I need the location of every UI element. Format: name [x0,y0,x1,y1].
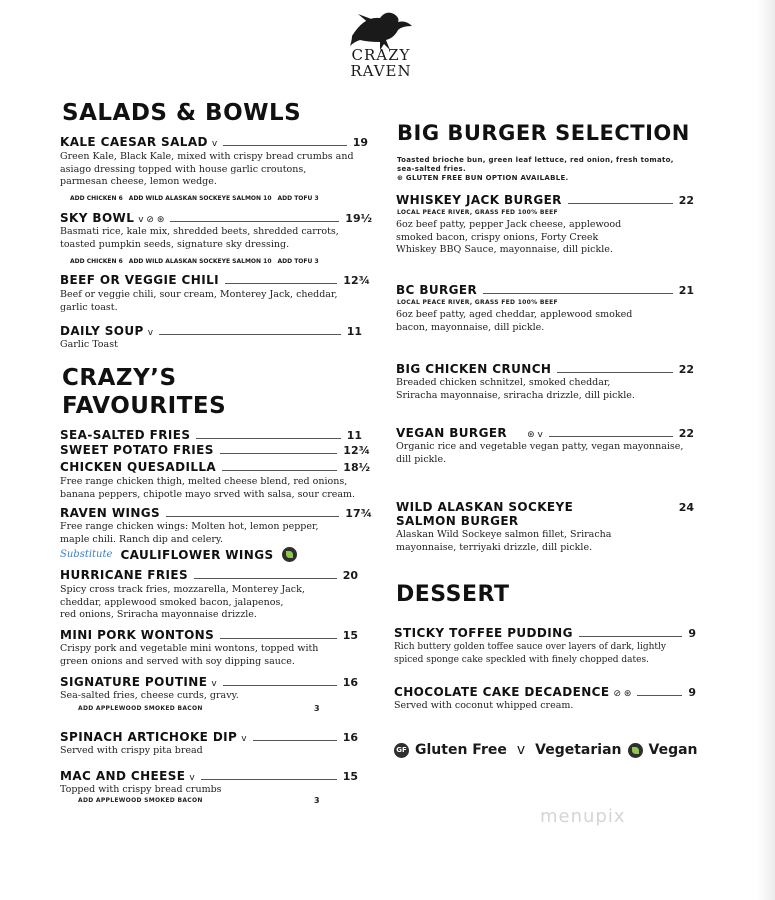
item-name: CAULIFLOWER WINGS [120,547,274,562]
item-price: 19 [352,136,368,149]
dot-leader [220,453,338,454]
dot-leader [225,283,337,284]
dot-leader [579,636,683,637]
bc-burger-desc: 6oz beef patty, aged cheddar, applewood smoked bacon, mayonnaise, dill pickle. [396,309,633,333]
item-name: BEEF OR VEGGIE CHILI [60,273,219,287]
salad-addons-2: ADD CHICKEN 6 ADD WILD ALASKAN SOCKEYE SALMON 10 ADD TOFU 3 [70,258,319,265]
diet-marks: v [211,679,217,689]
dessert-heading: DESSERT [396,582,510,607]
sweet-potato-fries-row [60,443,370,457]
menupix-watermark: menupix [540,806,626,827]
diet-marks: ⊛ v [527,430,543,440]
chili-desc: Beef or veggie chili, sour cream, Monterey Jack, cheddar, garlic toast. [60,289,338,313]
item-name: SWEET POTATO FRIES [60,443,214,457]
salmon-burger-row [396,500,694,514]
hurricane-fries-row [60,568,358,582]
salmon-burger-name-line2: SALMON BURGER [396,514,519,528]
dot-leader [637,695,682,696]
daily-soup-desc: Garlic Toast [60,339,118,350]
salmon-burger-desc: Alaskan Wild Sockeye salmon fillet, Sriracha mayonnaise, terriyaki drizzle, dill pickle. [396,529,612,553]
sky-bowl-desc: Basmati rice, kale mix, shredded beets, shredded carrots, toasted pumpkin seeds, signature sky dressing. [60,226,339,250]
item-price: 20 [342,569,358,582]
burgers-heading: BIG BURGER SELECTION [397,121,690,145]
vegan-burger-desc: Organic rice and vegetable vegan patty, vegan mayonnaise, dill pickle. [396,441,684,465]
dot-leader [170,221,339,222]
hurricane-fries-desc: Spicy cross track fries, mozzarella, Monterey Jack, cheddar, applewood smoked bacon, jalapenos, red onions, Sriracha mayonnaise drizzle. [60,584,305,620]
dot-leader [196,438,340,439]
dot-leader [166,516,339,517]
item-price: 15 [342,770,358,783]
item-price: 21 [678,284,694,297]
mac-addon: ADD APPLEWOOD SMOKED BACON [78,797,203,804]
daily-soup-row [60,324,362,338]
vegan-burger-row [396,426,694,440]
poutine-addon-price: 3 [314,704,320,713]
chocolate-cake-desc: Served with coconut whipped cream. [394,700,574,711]
item-price: 9 [688,627,696,640]
item-name: MINI PORK WONTONS [60,628,215,642]
diet-marks: ⊘ ⊛ [613,689,632,699]
item-price: 16 [342,676,358,689]
item-name: RAVEN WINGS [60,506,161,520]
sticky-toffee-desc: Rich buttery golden toffee sauce over layers of dark, lightly spiced sponge cake speckled with finely chopped dates. [394,642,667,665]
item-price: 22 [678,363,694,376]
item-price: 22 [678,427,694,440]
bc-burger-tag: LOCAL PEACE RIVER, GRASS FED 100% BEEF [397,299,558,306]
item-price: 19½ [345,212,372,225]
diet-marks: v [147,328,154,338]
item-name: VEGAN BURGER [396,426,508,440]
dot-leader [549,436,673,437]
vegetarian-mark: v [516,742,526,758]
poutine-addon: ADD APPLEWOOD SMOKED BACON [78,705,203,712]
item-price: 16 [342,731,358,744]
item-price: 12¾ [343,444,370,457]
spinach-dip-row [60,730,358,744]
dot-leader [159,334,341,335]
legend-vegan: Vegan [648,742,698,758]
diet-marks: v [211,139,218,149]
item-name: SKY BOWL [60,211,135,225]
substitute-label: Substitute [60,549,113,560]
signature-poutine-desc: Sea-salted fries, cheese curds, gravy. [60,690,239,701]
dot-leader [253,740,337,741]
item-name: WILD ALASKAN SOCKEYE [396,500,574,514]
item-price: 18½ [343,461,370,474]
mini-pork-wontons-row [60,628,358,642]
raven-wings-row [60,506,372,520]
item-name: STICKY TOFFEE PUDDING [394,626,573,640]
item-price: 12¾ [343,274,370,287]
item-price: 11 [346,429,362,442]
big-chicken-row [396,362,694,376]
item-name: BC BURGER [396,283,478,297]
item-name: HURRICANE FRIES [60,568,188,582]
item-name: MAC AND CHEESE [60,769,186,783]
page-edge-shadow [757,0,775,900]
burgers-intro: Toasted brioche bun, green leaf lettuce, red onion, fresh tomato, sea-salted fries. ⊛ GLUTEN FREE BUN OPTION AVAILABLE. [397,156,674,182]
mac-addon-price: 3 [314,796,320,805]
item-name: SIGNATURE POUTINE [60,675,208,689]
mac-and-cheese-row [60,769,358,783]
salads-heading: SALADS & BOWLS [62,100,302,126]
crazy-raven-logo [336,10,426,90]
favourites-heading: CRAZY’S FAVOURITES [62,365,227,419]
legend-vegetarian: Vegetarian [535,742,622,758]
item-price: 24 [678,501,694,514]
sky-bowl-row [60,211,372,225]
cauliflower-wings-row [60,547,297,562]
item-name: SEA-SALTED FRIES [60,428,191,442]
gluten-free-icon: GF [394,743,409,758]
dot-leader [483,293,673,294]
dot-leader [223,685,337,686]
kale-caesar-row [60,135,368,149]
chicken-quesadilla-row [60,460,370,474]
dot-leader [222,470,337,471]
raven-wings-desc: Free range chicken wings: Molten hot, lemon pepper, maple chili. Ranch dip and celery. [60,521,319,545]
logo-line-2: RAVEN [350,62,412,80]
item-price: 17¾ [345,507,372,520]
item-price: 15 [342,629,358,642]
dot-leader [220,638,337,639]
sea-salted-fries-row [60,428,362,442]
salad-addons-1: ADD CHICKEN 6 ADD WILD ALASKAN SOCKEYE SALMON 10 ADD TOFU 3 [70,195,319,202]
sticky-toffee-row [394,626,696,640]
item-price: 11 [346,325,362,338]
item-name: KALE CAESAR SALAD [60,135,208,149]
dot-leader [194,578,337,579]
item-name: DAILY SOUP [60,324,144,338]
chicken-quesadilla-desc: Free range chicken thigh, melted cheese blend, red onions, banana peppers, chipotle mayo srved with salsa, sour cream. [60,476,356,500]
item-name: WHISKEY JACK BURGER [396,193,562,207]
item-name: CHICKEN QUESADILLA [60,460,217,474]
mac-and-cheese-desc: Topped with crispy bread crumbs [60,784,222,795]
item-price: 22 [678,194,694,207]
diet-marks: v [189,773,195,783]
dot-leader [568,203,673,204]
item-name: BIG CHICKEN CRUNCH [396,362,552,376]
chili-row [60,273,370,287]
diet-marks: v ⊘ ⊛ [138,215,165,225]
legend-gluten-free: Gluten Free [415,742,507,758]
diet-legend [394,742,698,758]
item-price: 9 [688,686,696,699]
signature-poutine-row [60,675,358,689]
whiskey-jack-row [396,193,694,207]
item-name: SPINACH ARTICHOKE DIP [60,730,238,744]
dot-leader [201,779,337,780]
vegan-icon [628,743,643,758]
spinach-dip-desc: Served with crispy pita bread [60,745,203,756]
dot-leader [557,372,672,373]
whiskey-jack-tag: LOCAL PEACE RIVER, GRASS FED 100% BEEF [397,209,558,216]
big-chicken-desc: Breaded chicken schnitzel, smoked cheddar, Sriracha mayonnaise, sriracha drizzle, dill pickle. [396,377,635,401]
vegan-icon [282,547,297,562]
logo-line-1: CRAZY [351,46,411,64]
dot-leader [223,145,346,146]
chocolate-cake-row [394,685,696,699]
item-name: CHOCOLATE CAKE DECADENCE [394,685,610,699]
mini-pork-wontons-desc: Crispy pork and vegetable mini wontons, topped with green onions and served with soy dipping sauce. [60,643,319,667]
bc-burger-row [396,283,694,297]
kale-caesar-desc: Green Kale, Black Kale, mixed with crispy bread crumbs and asiago dressing topped with house garlic croutons, parmesan cheese, lemon wedge. [60,151,354,187]
diet-marks: v [241,734,247,744]
whiskey-jack-desc: 6oz beef patty, pepper Jack cheese, applewood smoked bacon, crispy onions, Forty Creek Whiskey BBQ Sauce, mayonnaise, dill pickle. [396,219,622,255]
